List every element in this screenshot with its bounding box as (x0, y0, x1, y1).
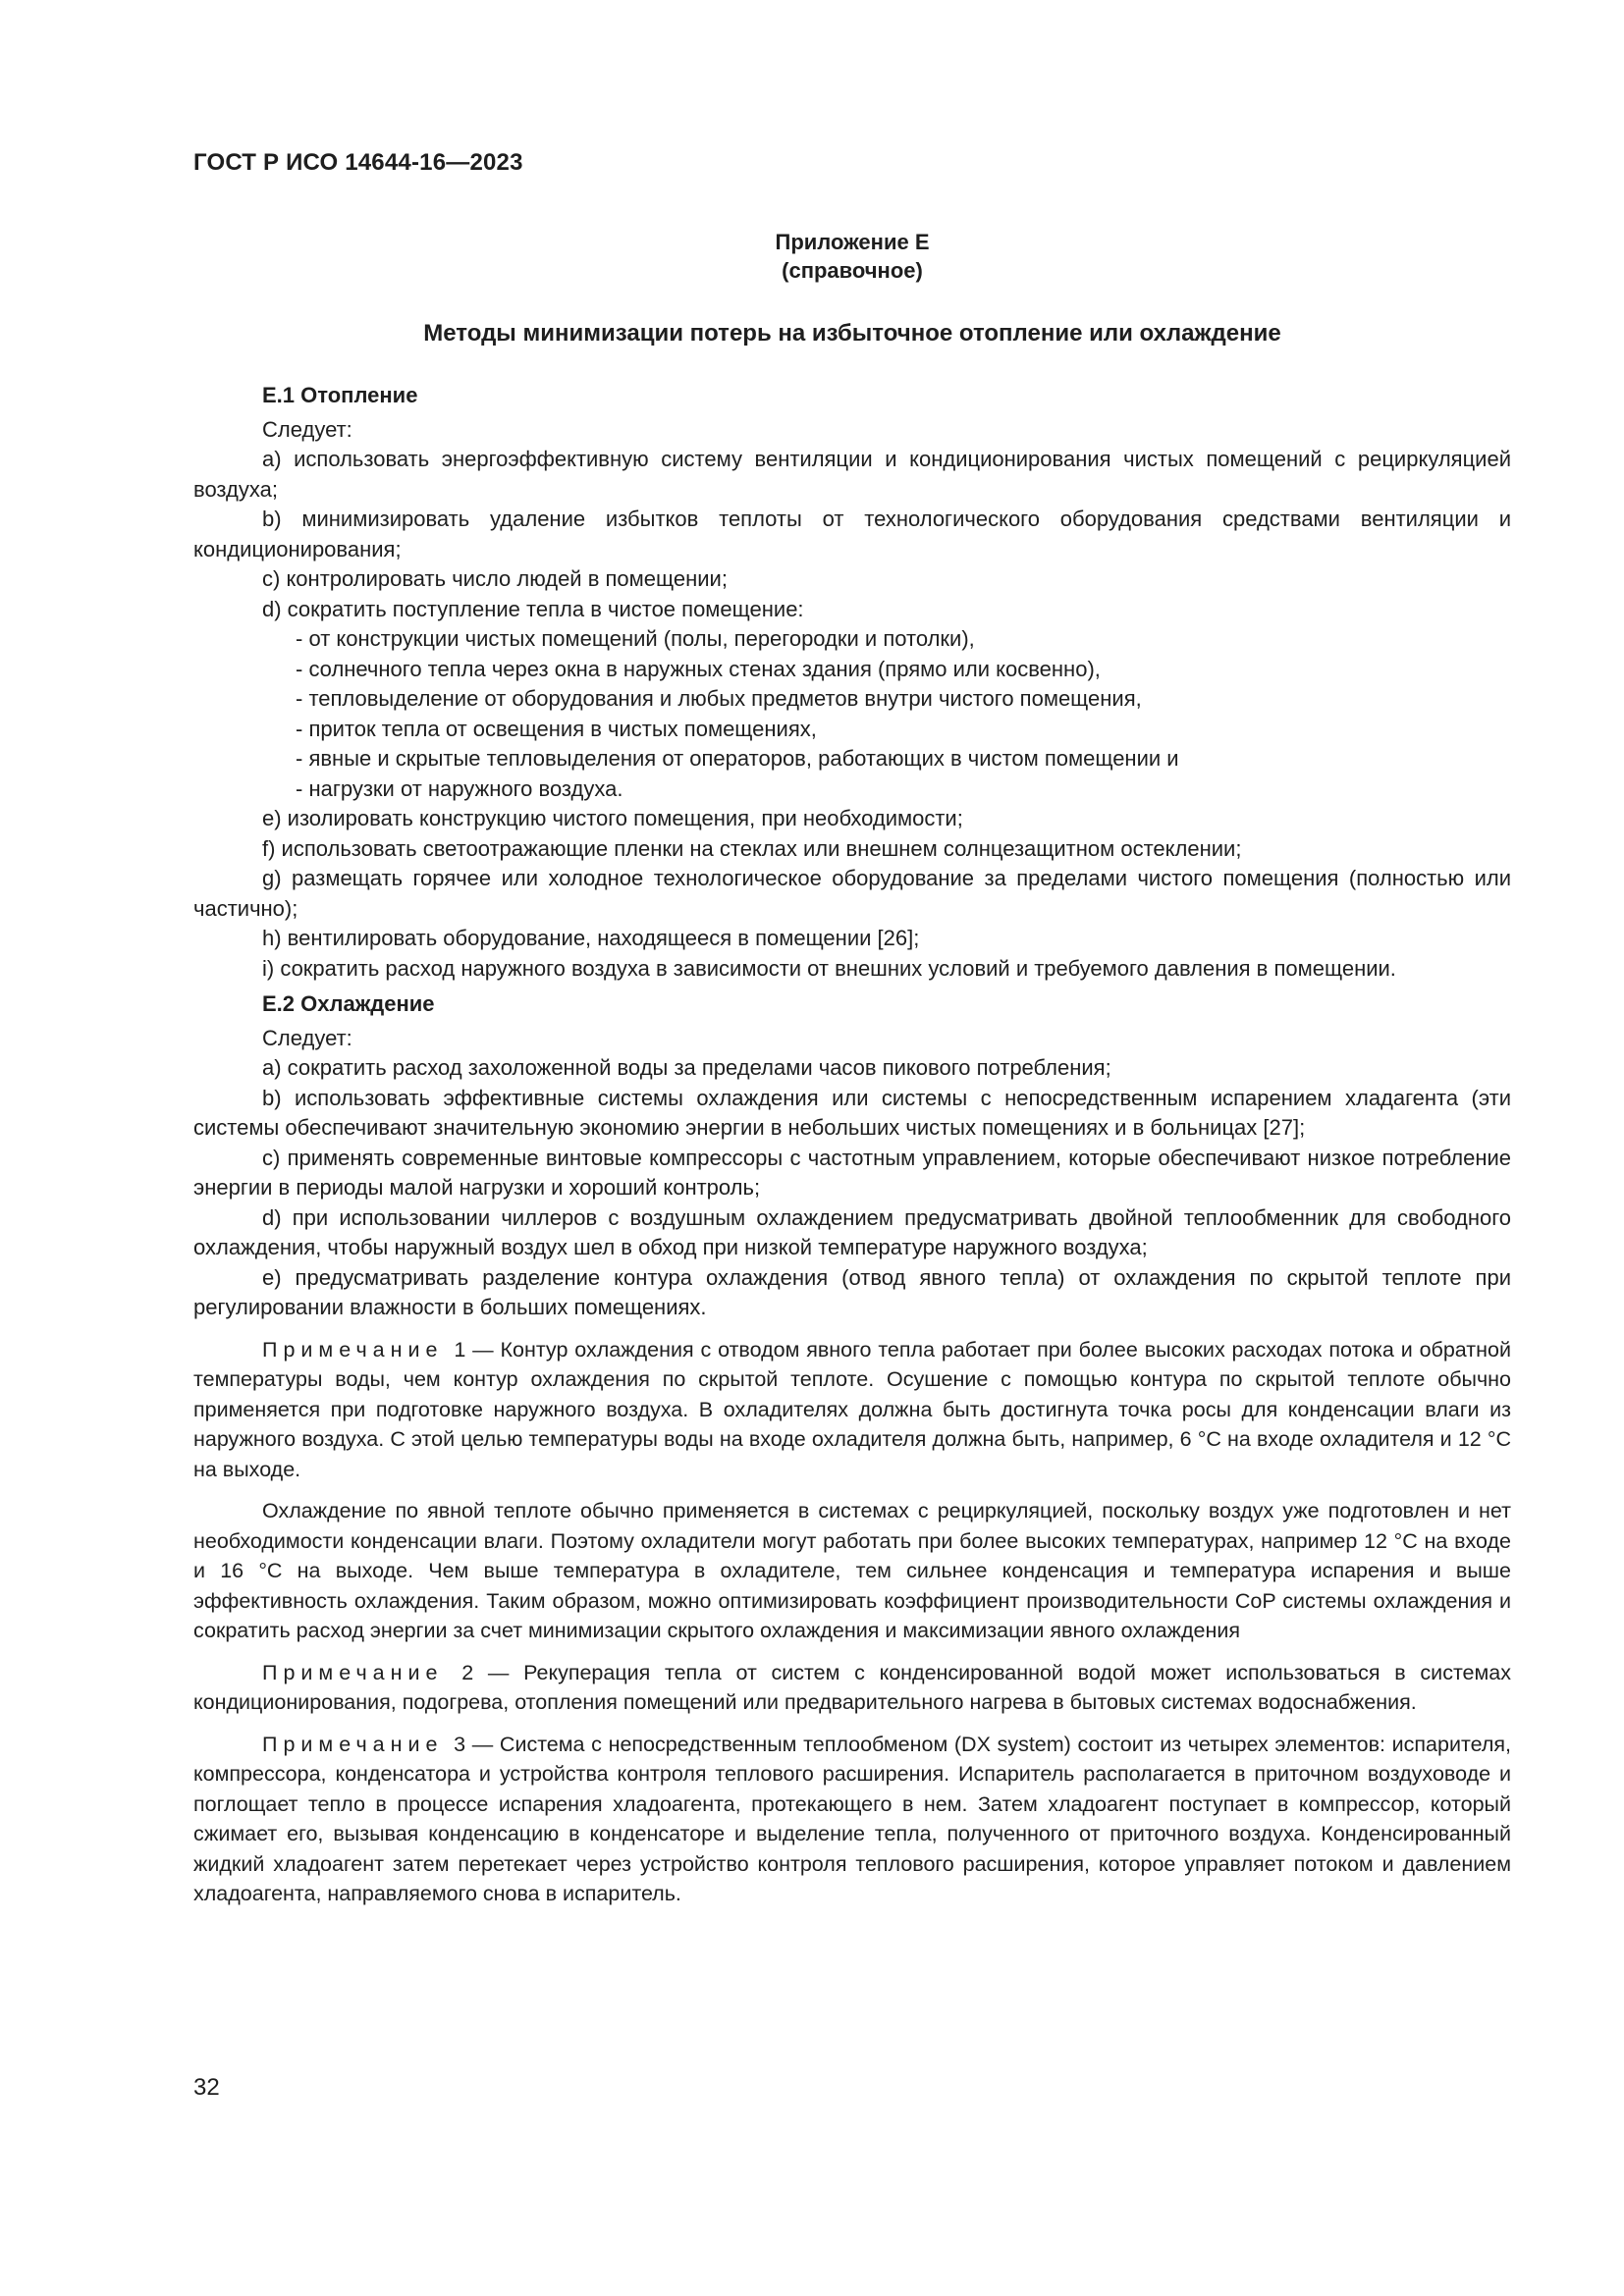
sub-list-item: - нагрузки от наружного воздуха. (296, 775, 623, 801)
section-heading-cooling: Е.2 Охлаждение (262, 991, 435, 1016)
annex-header (193, 228, 1511, 285)
document-body (193, 381, 1511, 1909)
annex-title: Методы минимизации потерь на избыточное отопление или охлаждение (423, 320, 1281, 347)
section-lead: Следует: (262, 416, 352, 442)
note-label: Примечание (262, 1732, 444, 1756)
section-lead: Следует: (262, 1025, 352, 1050)
sub-list-item: - солнечного тепла через окна в наружных стенах здания (прямо или косвенно), (296, 656, 1101, 681)
section-heading-heating: Е.1 Отопление (262, 383, 418, 407)
standard-designation: ГОСТ Р ИСО 14644-16—2023 (193, 149, 523, 176)
list-item: h) вентилировать оборудование, находящееся в помещении [26]; (262, 926, 920, 950)
list-item: b) использовать эффективные системы охлаждения или системы с непосредственным испарением хладагента (эти системы обеспечивают значительную экономию энергии в небольших чистых помещениях и в больницах [27]; (193, 1085, 1511, 1140)
note-label: Примечание (262, 1337, 444, 1362)
sub-list-item: - приток тепла от освещения в чистых помещениях, (296, 716, 817, 741)
list-item: b) минимизировать удаление избытков теплоты от технологического оборудования средствами вентиляции и кондиционирования; (193, 507, 1511, 561)
list-item: d) при использовании чиллеров с воздушным охлаждением предусматривать двойной теплообменник для свободного охлаждения, чтобы наружный воздух шел в обход при низкой температуре наружного воздуха; (193, 1204, 1511, 1259)
sub-list-item: - явные и скрытые тепловыделения от операторов, работающих в чистом помещении и (296, 746, 1179, 771)
annex-status: (справочное) (782, 258, 923, 283)
note-1-text: 1 — Контур охлаждения с отводом явного тепла работает при более высоких расходах потока и обратной температуры воды, чем контур охлаждения по скрытой теплоте. Осушение с помощью контура по скрытой теплоте обычно применяется при подготовке наружного воздуха. В охладителях должна быть достигнута точка росы для конденсации влаги из наружного воздуха. С этой целью температуры воды на входе охладителя должна быть, например, 6 °С на входе охладителя и 12 °С на выходе. (193, 1337, 1511, 1481)
list-item: e) изолировать конструкцию чистого помещения, при необходимости; (262, 806, 963, 830)
annex-name: Приложение Е (775, 230, 930, 254)
list-item: e) предусматривать разделение контура охлаждения (отвод явного тепла) от охлаждения по скрытой теплоте при регулировании влажности в больших помещениях. (193, 1264, 1511, 1319)
list-item: f) использовать светоотражающие пленки на стеклах или внешнем солнцезащитном остеклении; (262, 835, 1242, 861)
note-2-text: 2 — Рекуперация тепла от систем с конденсированной водой может использоваться в системах кондиционирования, подогрева, отопления помещений или предварительного нагрева в бытовых системах водоснабжения. (193, 1660, 1511, 1714)
note-3 (193, 1730, 1511, 1909)
note-1 (193, 1335, 1511, 1485)
note-label: Примечание (262, 1660, 444, 1684)
page-number: 32 (193, 2074, 220, 2101)
list-item: d) сократить поступление тепла в чистое помещение: (262, 596, 804, 621)
list-item: c) контролировать число людей в помещении; (262, 566, 728, 591)
list-item: g) размещать горячее или холодное технологическое оборудование за пределами чистого помещения (полностью или частично); (193, 866, 1511, 921)
note-3-text: 3 — Система с непосредственным теплообменом (DX system) состоит из четырех элементов: испарителя, компрессора, конденсатора и устройства контроля теплового расширения. Испаритель располагается в приточном воздуховоде и поглощает тепло в процессе испарения хладоагента, протекающего в нем. Затем хладоагент поступает в компрессор, который сжимает его, вызывая конденсацию в конденсаторе и выделение тепла, полученного от приточного воздуха. Конденсированный жидкий хладоагент затем перетекает через устройство контроля теплового расширения, которое управляет потоком и давлением хладоагента, направляемого снова в испаритель. (193, 1732, 1511, 1905)
list-item: i) сократить расход наружного воздуха в зависимости от внешних условий и требуемого давления в помещении. (262, 955, 1396, 981)
sub-list-item: - тепловыделение от оборудования и любых предметов внутри чистого помещения, (296, 686, 1142, 711)
list-item: a) использовать энергоэффективную систему вентиляции и кондиционирования чистых помещений с рециркуляцией воздуха; (193, 447, 1511, 502)
list-item: a) сократить расход захоложенной воды за пределами часов пикового потребления; (262, 1055, 1111, 1080)
note-2 (193, 1658, 1511, 1718)
list-item: c) применять современные винтовые компрессоры с частотным управлением, которые обеспечивают низкое потребление энергии в периоды малой нагрузки и хороший контроль; (193, 1145, 1511, 1200)
sub-list-item: - от конструкции чистых помещений (полы, перегородки и потолки), (296, 626, 975, 651)
note-paragraph: Охлаждение по явной теплоте обычно применяется в системах с рециркуляцией, поскольку воздух уже подготовлен и нет необходимости конденсации влаги. Поэтому охладители могут работать при более высоких температурах, например 12 °С на входе и 16 °С на выходе. Чем выше температура в охладителе, тем сильнее конденсация и температура испарения и выше эффективность охлаждения. Таким образом, можно оптимизировать коэффициент производительности CoP системы охлаждения и сократить расход энергии за счет минимизации скрытого охлаждения и максимизации явного охлаждения (193, 1499, 1511, 1642)
